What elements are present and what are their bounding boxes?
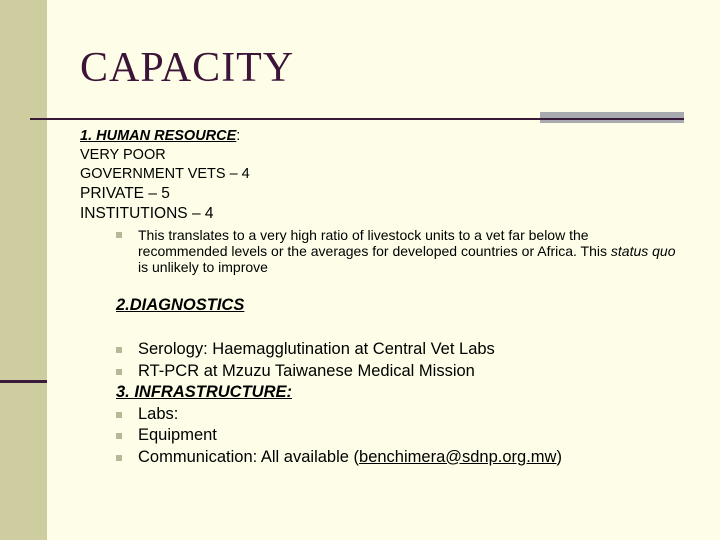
section1-line: PRIVATE – 5 xyxy=(80,185,170,202)
title-divider xyxy=(30,118,540,120)
list-item xyxy=(116,425,562,447)
side-accent-line xyxy=(0,380,47,383)
list-item xyxy=(116,339,562,361)
side-bar-decoration xyxy=(0,0,47,540)
title-divider-overlay xyxy=(540,118,684,120)
communication-suffix: ) xyxy=(556,447,562,466)
communication-item xyxy=(138,448,562,466)
diagnostics-heading: 2.DIAGNOSTICS xyxy=(116,296,245,314)
section1-line: VERY POOR xyxy=(80,147,166,163)
square-bullet-icon xyxy=(116,232,122,238)
slide-title: CAPACITY xyxy=(80,45,295,91)
square-bullet-icon xyxy=(116,455,122,461)
square-bullet-icon xyxy=(116,412,122,418)
section1-heading-colon: : xyxy=(236,128,241,144)
list-item xyxy=(116,361,562,383)
note-text-part1: This translates to a very high ratio of livestock units to a vet far below the recommended levels or the averages for developed countries or Africa. This xyxy=(138,227,611,259)
section1-line: GOVERNMENT VETS – 4 xyxy=(80,166,250,182)
ratio-note xyxy=(116,227,676,275)
note-text-part2: is unlikely to improve xyxy=(138,259,268,275)
infrastructure-heading-row xyxy=(116,382,562,404)
ratio-note-text xyxy=(138,227,676,275)
communication-prefix: Communication: All available ( xyxy=(138,447,360,466)
list-item xyxy=(116,404,562,426)
square-bullet-icon xyxy=(116,369,122,375)
square-bullet-icon xyxy=(116,433,122,439)
diagnostics-infrastructure-list xyxy=(116,339,562,468)
section1-heading-text: 1. HUMAN RESOURCE xyxy=(80,128,237,144)
square-bullet-icon xyxy=(116,347,122,353)
diagnostic-item: RT-PCR at Mzuzu Taiwanese Medical Mission xyxy=(138,361,475,380)
infrastructure-item: Equipment xyxy=(138,426,217,444)
infrastructure-item: Labs: xyxy=(138,404,179,423)
email-link[interactable]: benchimera@sdnp.org.mw xyxy=(359,447,557,466)
diagnostic-item: Serology: Haemagglutination at Central Vet Labs xyxy=(138,340,495,358)
human-resource-heading xyxy=(80,127,250,146)
list-item xyxy=(116,447,562,469)
note-italic-text: status quo xyxy=(610,243,676,259)
infrastructure-heading: 3. INFRASTRUCTURE: xyxy=(116,383,292,401)
human-resource-section xyxy=(80,127,250,224)
section1-line: INSTITUTIONS – 4 xyxy=(80,205,214,222)
